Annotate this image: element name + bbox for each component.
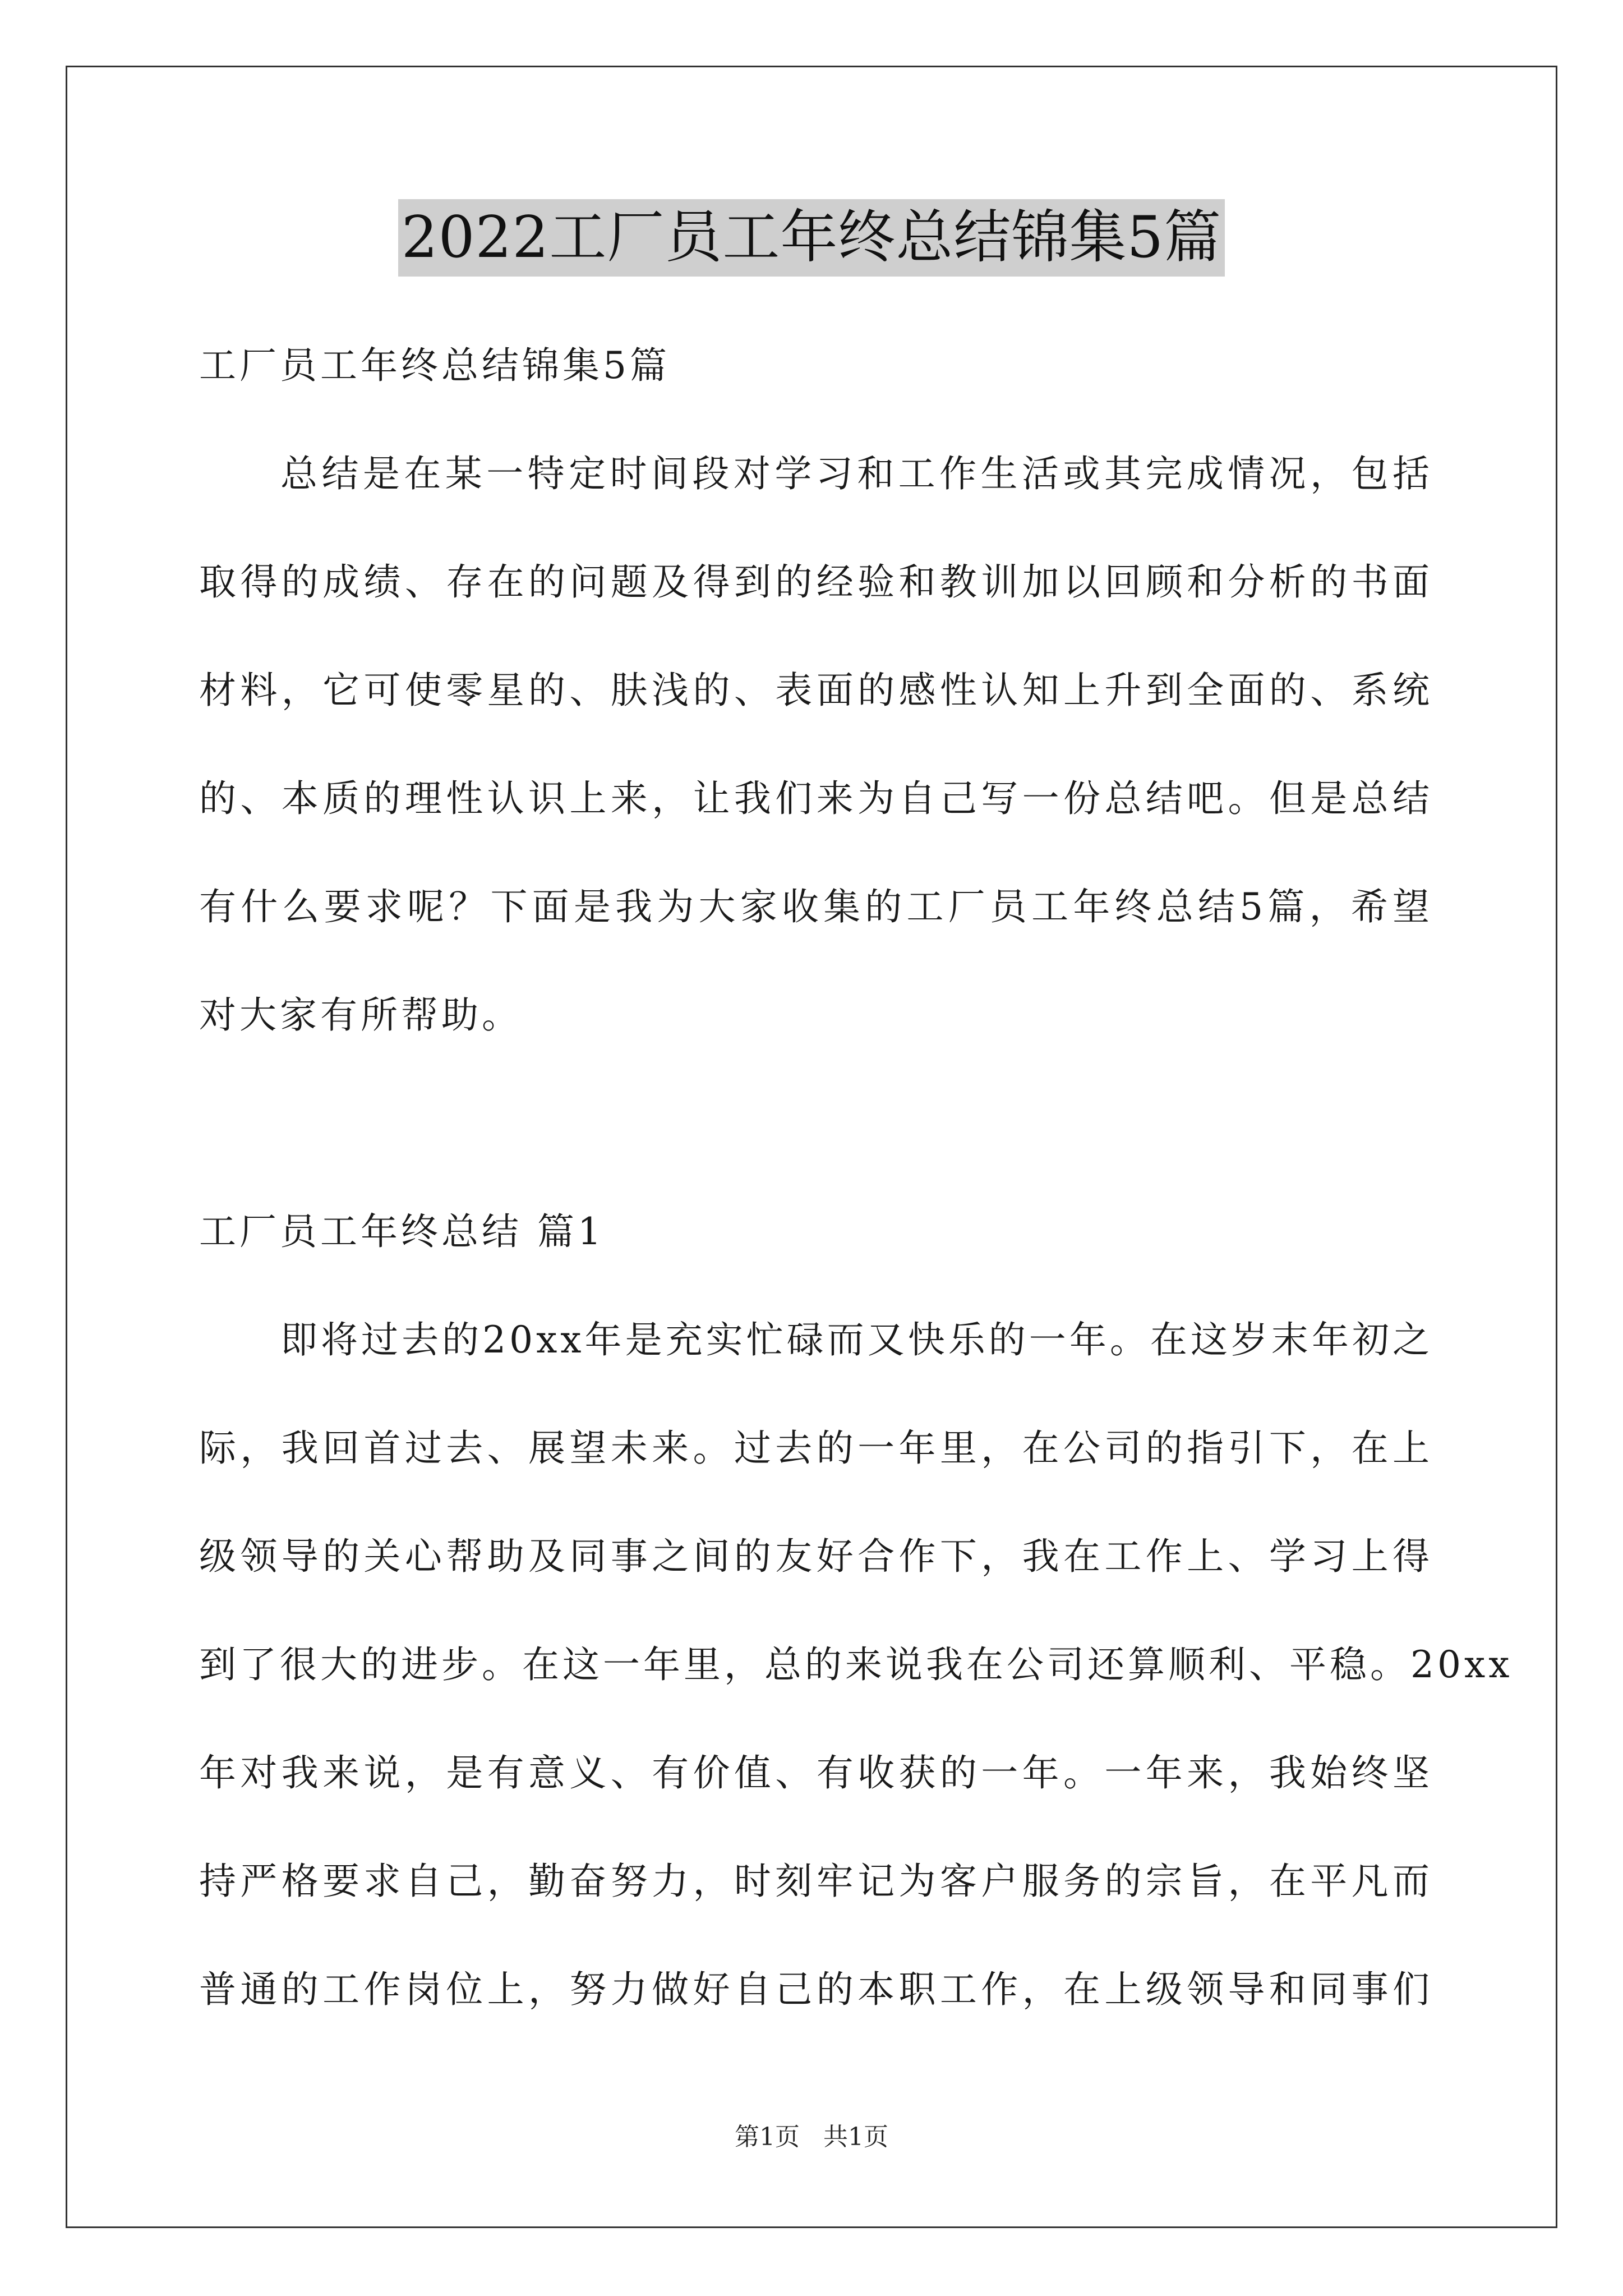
- intro-line: 总结是在某一特定时间段对学习和工作生活或其完成情况，包括: [280, 452, 1433, 495]
- document-subtitle: 工厂员工年终总结锦集5篇: [199, 344, 670, 387]
- section-heading: 工厂员工年终总结 篇1: [199, 1210, 605, 1253]
- section1-line: 持严格要求自己，勤奋努力，时刻牢记为客户服务的宗旨，在平凡而: [199, 1860, 1433, 1903]
- section1-line: 际，我回首过去、展望未来。过去的一年里，在公司的指引下，在上: [199, 1427, 1433, 1470]
- intro-line: 对大家有所帮助。: [199, 993, 522, 1037]
- document-title: 2022工厂员工年终总结锦集5篇: [398, 199, 1225, 277]
- section1-line: 级领导的关心帮助及同事之间的友好合作下，我在工作上、学习上得: [199, 1535, 1433, 1578]
- document-body: [199, 311, 1513, 2044]
- intro-line: 取得的成绩、存在的问题及得到的经验和教训加以回顾和分析的书面: [199, 560, 1433, 604]
- title-container: [0, 199, 1623, 277]
- section1-line: 到了很大的进步。在这一年里，总的来说我在公司还算顺利、平稳。20xx: [199, 1643, 1513, 1686]
- paragraph-gap: [199, 1069, 1433, 1177]
- intro-line: 材料，它可使零星的、肤浅的、表面的感性认知上升到全面的、系统: [199, 669, 1433, 712]
- intro-line: 有什么要求呢？下面是我为大家收集的工厂员工年终总结5篇，希望: [199, 885, 1433, 928]
- intro-line: 的、本质的理性认识上来，让我们来为自己写一份总结吧。但是总结: [199, 777, 1433, 820]
- section1-line: 即将过去的20xx年是充实忙碌而又快乐的一年。在这岁末年初之: [280, 1318, 1433, 1361]
- section1-line: 普通的工作岗位上，努力做好自己的本职工作，在上级领导和同事们: [199, 1968, 1433, 2011]
- section1-line: 年对我来说，是有意义、有价值、有收获的一年。一年来，我始终坚: [199, 1751, 1433, 1795]
- page-footer: 第1页 共1页: [735, 2123, 888, 2151]
